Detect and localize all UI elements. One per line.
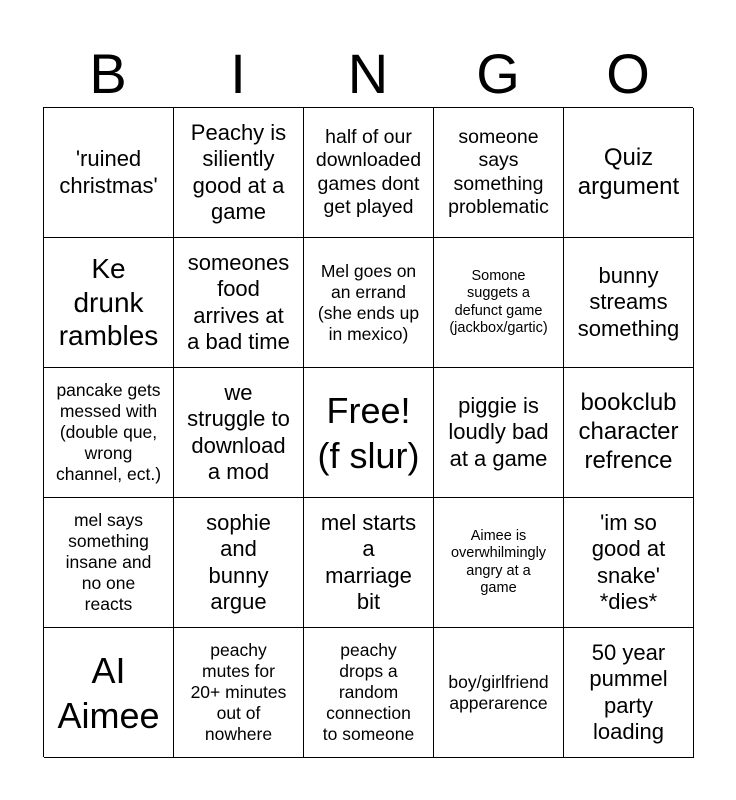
header-letter-g: G <box>476 42 520 105</box>
bingo-cell[interactable]: Ke drunk rambles <box>44 238 174 368</box>
bingo-cell[interactable]: piggie is loudly bad at a game <box>434 368 564 498</box>
bingo-cell[interactable]: half of our downloaded games dont get played <box>304 108 434 238</box>
bingo-cell[interactable]: we struggle to download a mod <box>174 368 304 498</box>
bingo-header <box>43 40 693 108</box>
header-letter-n: N <box>347 42 389 105</box>
bingo-cell[interactable]: boy/girlfriend apperarence <box>434 628 564 758</box>
bingo-cell[interactable]: peachy mutes for 20+ minutes out of nowhere <box>174 628 304 758</box>
bingo-cell[interactable]: bookclub character refrence <box>564 368 694 498</box>
bingo-cell[interactable]: Somone suggets a defunct game (jackbox/gartic) <box>434 238 564 368</box>
bingo-cell[interactable]: 'im so good at snake' *dies* <box>564 498 694 628</box>
bingo-cell[interactable]: Mel goes on an errand (she ends up in mexico) <box>304 238 434 368</box>
bingo-cell[interactable]: bunny streams something <box>564 238 694 368</box>
bingo-cell[interactable]: AI Aimee <box>44 628 174 758</box>
bingo-cell[interactable]: pancake gets messed with (double que, wrong channel, ect.) <box>44 368 174 498</box>
free-space-cell[interactable]: Free! (f slur) <box>304 368 434 498</box>
bingo-grid <box>43 107 693 757</box>
bingo-cell[interactable]: someones food arrives at a bad time <box>174 238 304 368</box>
bingo-cell[interactable]: peachy drops a random connection to someone <box>304 628 434 758</box>
bingo-cell[interactable]: Peachy is siliently good at a game <box>174 108 304 238</box>
header-letter-o: O <box>606 42 650 105</box>
header-letter-i: I <box>230 42 246 105</box>
bingo-cell[interactable]: sophie and bunny argue <box>174 498 304 628</box>
bingo-cell[interactable]: Quiz argument <box>564 108 694 238</box>
bingo-cell[interactable]: mel says something insane and no one reacts <box>44 498 174 628</box>
bingo-cell[interactable]: Aimee is overwhilmingly angry at a game <box>434 498 564 628</box>
bingo-cell[interactable]: 'ruined christmas' <box>44 108 174 238</box>
bingo-cell[interactable]: mel starts a marriage bit <box>304 498 434 628</box>
bingo-cell[interactable]: 50 year pummel party loading <box>564 628 694 758</box>
header-letter-b: B <box>89 42 127 105</box>
bingo-cell[interactable]: someone says something problematic <box>434 108 564 238</box>
